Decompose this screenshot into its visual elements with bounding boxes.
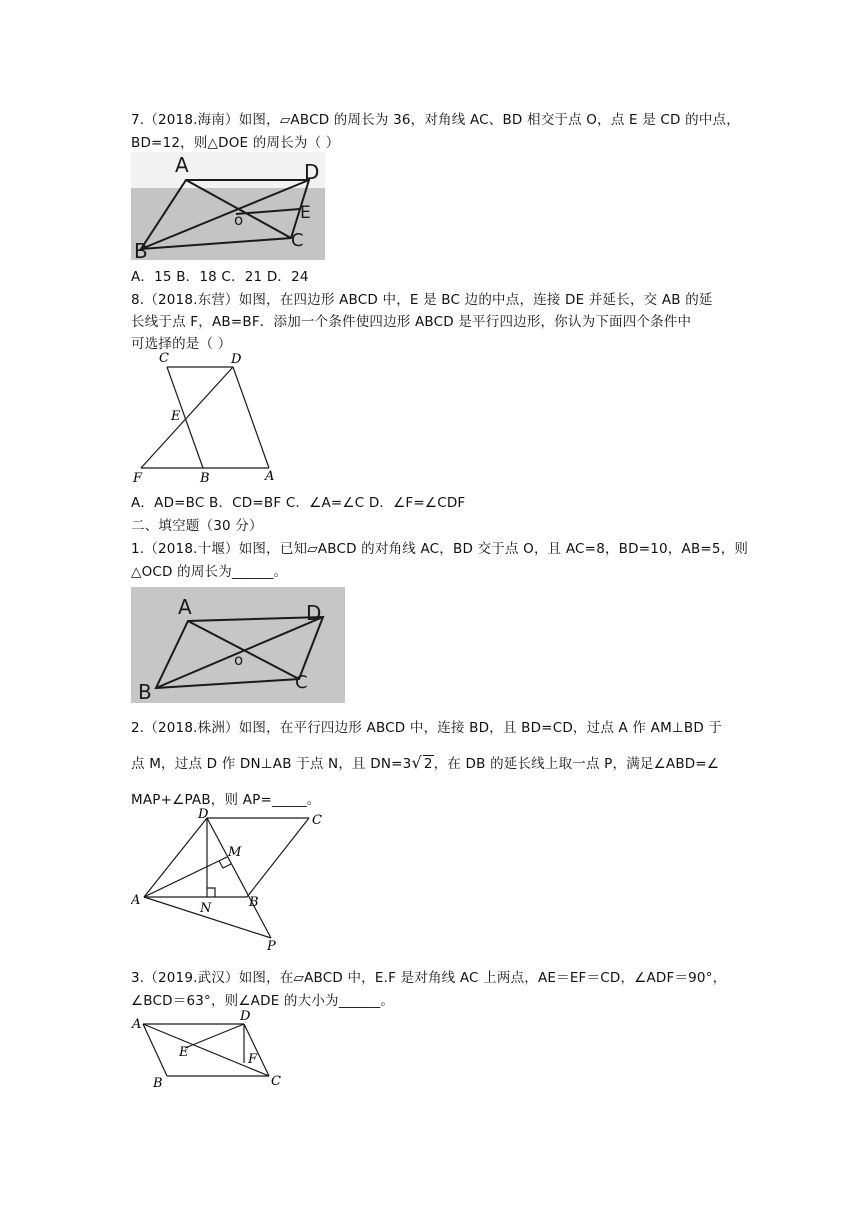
sqrt-radicand: 2 <box>423 756 433 772</box>
section-title: 二、填空题（30 分） <box>131 518 263 534</box>
q8-text-line3: 可选择的是（ ） <box>131 336 232 352</box>
f1-label-B: B <box>138 680 152 703</box>
f2-figure <box>131 806 331 954</box>
f2-label-C: C <box>312 813 322 828</box>
f2-label-P: P <box>267 939 276 954</box>
f2-text-line3: MAP+∠PAB，则 AP=_____。 <box>131 792 321 808</box>
f2-label-N: N <box>200 901 212 916</box>
q8-figure <box>131 350 281 486</box>
f1-text-line2: △OCD 的周长为______。 <box>131 564 288 580</box>
f1-label-D: D <box>306 601 322 625</box>
q7-label-D: D <box>304 160 320 184</box>
f3-label-E: E <box>179 1045 189 1060</box>
q7-label-B: B <box>134 239 148 260</box>
q8-text-line1: 8.（2018.东营）如图，在四边形 ABCD 中，E 是 BC 边的中点，连接 DE 并延长，交 AB 的延 <box>131 292 713 308</box>
f1-text-line1: 1.（2018.十堰）如图，已知▱ABCD 的对角线 AC，BD 交于点 O，且 AC=8，BD=10，AB=5，则 <box>131 541 749 557</box>
q8-label-F: F <box>133 471 143 486</box>
f2-text-line2-b: ，在 DB 的延长线上取一点 P，满足∠ABD=∠ <box>433 756 720 772</box>
q8-label-E: E <box>171 409 181 424</box>
f2-text-line2-a: 点 M，过点 D 作 DN⊥AB 于点 N，且 DN=3 <box>131 756 412 772</box>
q7-label-A: A <box>175 153 189 177</box>
q8-label-B: B <box>200 471 210 486</box>
f3-text-line1: 3.（2019.武汉）如图，在▱ABCD 中，E.F 是对角线 AC 上两点，AE＝EF＝CD，∠ADF＝90°， <box>131 970 727 986</box>
q7-label-C: C <box>291 230 304 251</box>
f3-label-F: F <box>248 1052 258 1067</box>
q7-figure <box>131 152 325 260</box>
f2-label-D: D <box>198 807 209 822</box>
q8-label-D: D <box>231 352 242 367</box>
q8-text-line2: 长线于点 F，AB=BF．添加一个条件使四边形 ABCD 是平行四边形，你认为下面四个条件中 <box>131 314 692 330</box>
f3-label-A: A <box>132 1017 142 1032</box>
f1-label-O: o <box>234 651 244 669</box>
q8-label-C: C <box>159 351 169 366</box>
f1-label-A: A <box>178 595 192 619</box>
f3-text-line2: ∠BCD＝63°，则∠ADE 的大小为______。 <box>131 993 395 1009</box>
sqrt-sign: √ 2 <box>411 753 433 772</box>
f2-label-A: A <box>131 893 141 908</box>
q7-choices: A．15 B．18 C．21 D．24 <box>131 269 309 285</box>
q7-label-O: o <box>234 211 244 229</box>
q7-text-line2: BD=12，则△DOE 的周长为（ ） <box>131 135 340 151</box>
q8-label-A: A <box>265 469 275 484</box>
f2-label-B: B <box>249 895 259 910</box>
f3-label-C: C <box>271 1074 281 1089</box>
q8-choices: A．AD=BC B．CD=BF C．∠A=∠C D．∠F=∠CDF <box>131 495 466 511</box>
f2-text-line1: 2.（2018.株洲）如图，在平行四边形 ABCD 中，连接 BD，且 BD=CD，过点 A 作 AM⊥BD 于 <box>131 720 723 736</box>
f1-figure <box>131 587 345 703</box>
q7-label-E: E <box>300 203 311 223</box>
q7-text-line1: 7.（2018.海南）如图，▱ABCD 的周长为 36，对角线 AC、BD 相交于点 O，点 E 是 CD 的中点， <box>131 112 740 128</box>
f2-label-M: M <box>228 845 242 860</box>
f3-figure <box>131 1007 291 1093</box>
f1-label-C: C <box>295 672 308 693</box>
f3-label-B: B <box>153 1076 163 1091</box>
f2-text-line2 <box>131 752 719 772</box>
f3-label-D: D <box>240 1009 251 1024</box>
